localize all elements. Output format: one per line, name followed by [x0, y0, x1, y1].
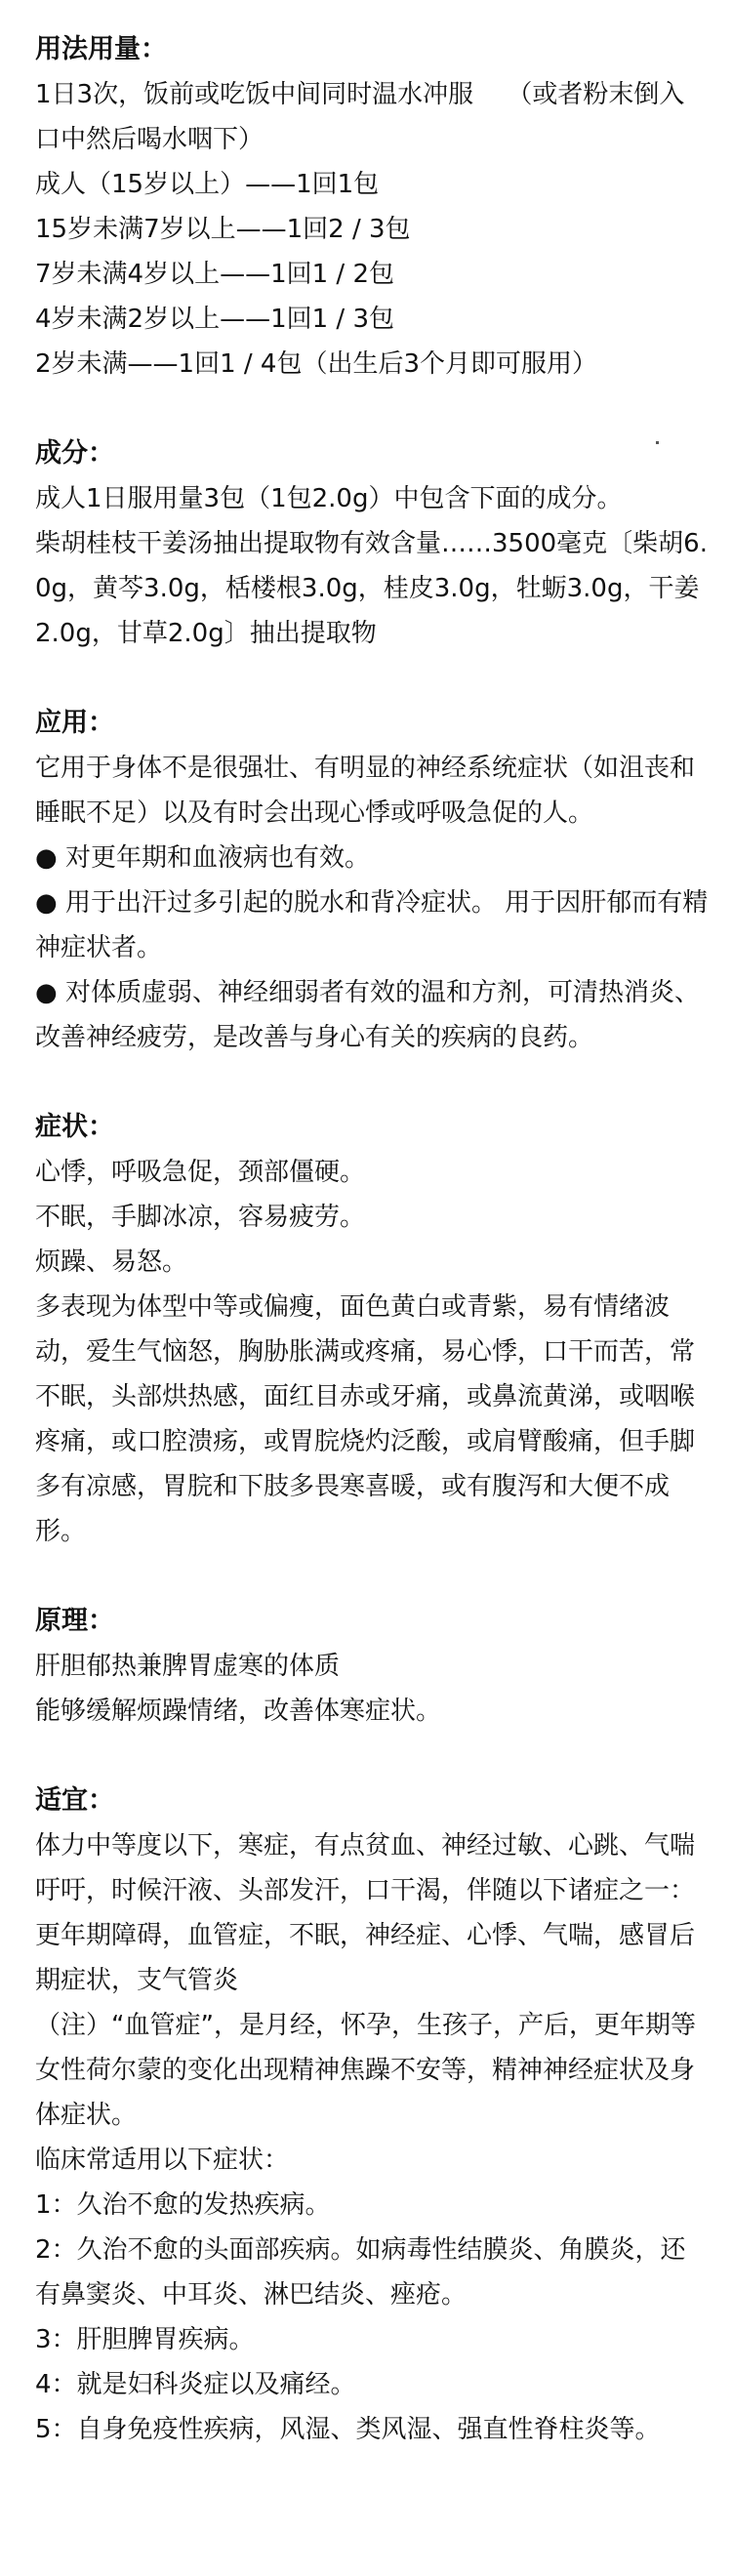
symptoms-line: 不眠，手脚冰凉，容易疲劳。 — [35, 1203, 366, 1232]
suitable-list-item: 2：久治不愈的头面部疾病。如病毒性结膜炎、角膜炎，还有鼻窦炎、中耳炎、淋巴结炎、痤疮。 — [35, 2235, 686, 2310]
suitable-line: 临床常适用以下症状： — [35, 2146, 290, 2175]
symptoms-heading: 症状： — [35, 1112, 114, 1142]
application-line: 它用于身体不是很强壮、有明显的神经系统症状（如沮丧和睡眠不足）以及有时会出现心悸或呼吸急促的人。 — [35, 754, 696, 828]
suitable-heading: 适宜： — [35, 1785, 114, 1816]
usage-heading: 用法用量： — [35, 34, 167, 64]
suitable-list-item: 5：自身免疫性疾病，风湿、类风湿、强直性脊柱炎等。 — [35, 2415, 661, 2444]
application-bullet: ● 用于出汗过多引起的脱水和背冷症状。 用于因肝郁而有精神症状者。 — [35, 888, 709, 962]
ingredients-line: 柴胡桂枝干姜汤抽出提取物有效含量……3500毫克〔柴胡6.0g，黄芩3.0g，栝楼根3.0g，桂皮3.0g，牡蛎3.0g，干姜2.0g，甘草2.0g〕抽出提取物 — [35, 529, 708, 648]
application-bullet: ● 对更年期和血液病也有效。 — [35, 843, 370, 873]
symptoms-line: 烦躁、易怒。 — [35, 1247, 188, 1277]
principle-line: 能够缓解烦躁情绪，改善体寒症状。 — [35, 1697, 442, 1726]
usage-line: 7岁未满4岁以上——1回1 / 2包 — [35, 260, 394, 289]
ingredients-section — [35, 431, 709, 656]
suitable-section — [35, 1779, 709, 2452]
usage-line: 4岁未满2岁以上——1回1 / 3包 — [35, 305, 394, 334]
suitable-note: （注）“血管症”，是月经，怀孕，生孩子，产后，更年期等女性荷尔蒙的变化出现精神焦躁不安等，精神神经症状及身体症状。 — [35, 2011, 696, 2130]
ingredients-heading: 成分： — [35, 438, 114, 469]
symptoms-line: 多表现为体型中等或偏瘦，面色黄白或青紫，易有情绪波动，爱生气恼怒，胸胁胀满或疼痛，易心悸，口干而苦，常不眠，头部烘热感，面红目赤或牙痛，或鼻流黄涕，或咽喉疼痛，或口腔溃疡，或胃脘烧灼泛酸，或肩臂酸痛，但手脚多有凉感，胃脘和下肢多畏寒喜暖，或有腹泻和大便不成形。 — [35, 1292, 696, 1546]
usage-line: 15岁未满7岁以上——1回2 / 3包 — [35, 215, 411, 244]
principle-heading: 原理： — [35, 1606, 114, 1636]
application-bullet: ● 对体质虚弱、神经细弱者有效的温和方剂，可清热消炎、改善神经疲劳，是改善与身心有关的疾病的良药。 — [35, 978, 700, 1052]
symptoms-section — [35, 1105, 709, 1554]
suitable-list-item: 1：久治不愈的发热疾病。 — [35, 2190, 331, 2220]
stray-dot-mark — [656, 441, 659, 444]
usage-line: 1日3次，饭前或吃饭中间同时温水冲服 （或者粉末倒入口中然后喝水咽下） — [35, 80, 685, 154]
suitable-list-item: 3：肝胆脾胃疾病。 — [35, 2325, 255, 2354]
usage-line: 成人（15岁以上）——1回1包 — [35, 170, 380, 199]
application-section — [35, 701, 709, 1060]
application-heading: 应用： — [35, 708, 114, 738]
usage-line: 2岁未满——1回1 / 4包（出生后3个月即可服用） — [35, 349, 597, 379]
suitable-list-item: 4：就是妇科炎症以及痛经。 — [35, 2370, 356, 2399]
symptoms-line: 心悸，呼吸急促，颈部僵硬。 — [35, 1158, 366, 1187]
suitable-line: 体力中等度以下，寒症，有点贫血、神经过敏、心跳、气喘吁吁，时候汗液、头部发汗，口干渴，伴随以下诸症之一：更年期障碍，血管症，不眠，神经症、心悸、气喘，感冒后期症状，支气管炎 — [35, 1831, 696, 1995]
principle-section — [35, 1599, 709, 1734]
ingredients-line: 成人1日服用量3包（1包2.0g）中包含下面的成分。 — [35, 484, 623, 513]
principle-line: 肝胆郁热兼脾胃虚寒的体质 — [35, 1652, 341, 1681]
usage-section — [35, 27, 709, 387]
